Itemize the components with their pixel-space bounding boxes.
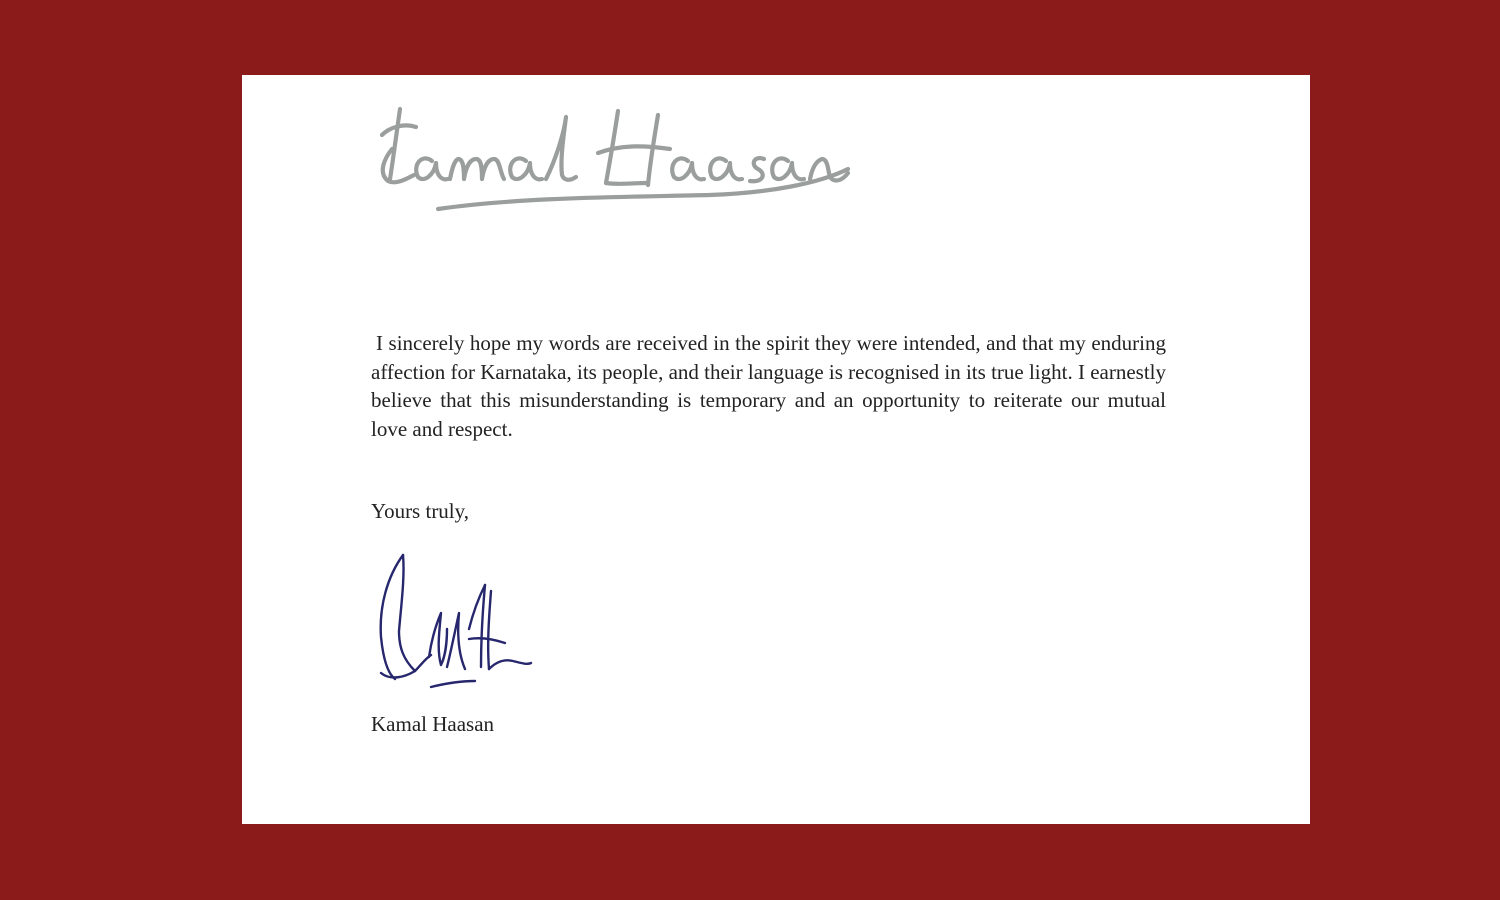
letter-body-paragraph: I sincerely hope my words are received in the spirit they were intended, and that my enduring affection for Karnataka, its people, and their language is recognised in its true light. I earnestly believe that this misunderstanding is temporary and an opportunity to reiterate our mutual love and respect.	[371, 331, 1167, 441]
signer-name: Kamal Haasan	[371, 712, 495, 736]
letterhead-script-logo	[370, 87, 860, 217]
letter-closing: Yours truly,	[371, 499, 470, 523]
letter-page	[242, 75, 1310, 824]
handwritten-signature	[375, 547, 535, 697]
